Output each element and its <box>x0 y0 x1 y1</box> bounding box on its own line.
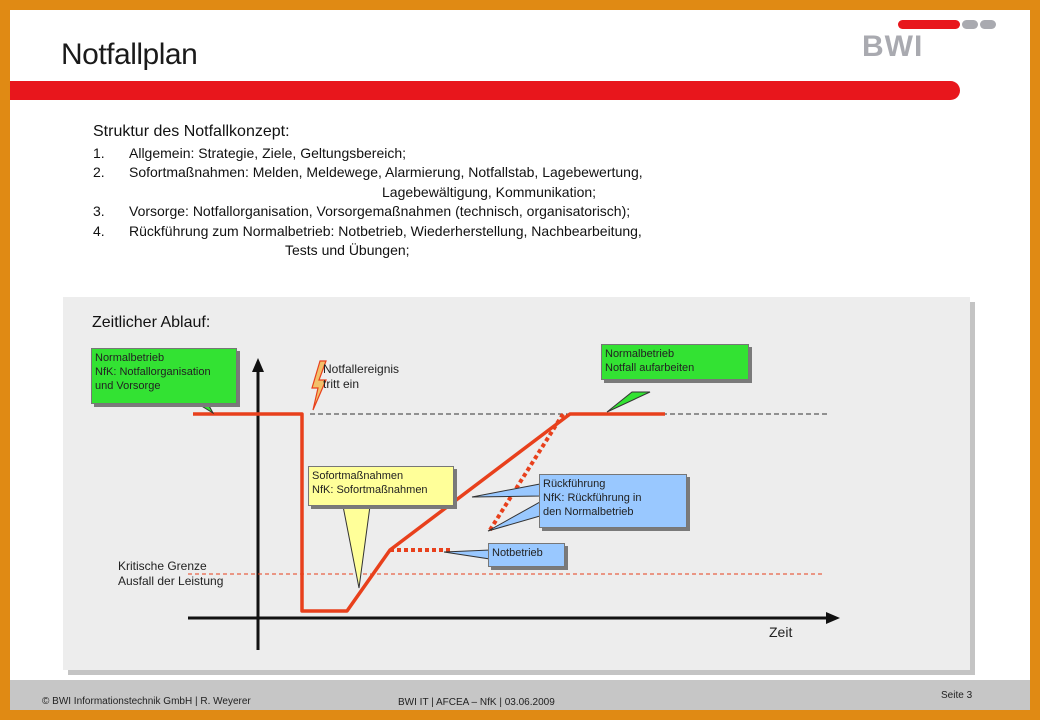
callout-normal-end: Normalbetrieb Notfall aufarbeiten <box>601 344 749 380</box>
callout-immediate-pointer <box>343 506 370 588</box>
bwi-logo: BWI <box>862 30 924 63</box>
callout-immediate: Sofortmaßnahmen NfK: Sofortmaßnahmen <box>308 466 454 506</box>
footer-page-number: Seite 3 <box>941 690 973 701</box>
structure-item-1: 1. Allgemein: Strategie, Ziele, Geltungsbereich; <box>93 144 407 161</box>
callout-recovery-pointer-2 <box>488 502 540 531</box>
x-axis-label: Zeit <box>769 624 793 640</box>
footer-copyright: © BWI Informationstechnik GmbH | R. Weyerer <box>42 696 251 707</box>
critical-limit-label: Kritische Grenze Ausfall der Leistung <box>118 559 224 588</box>
callout-emergency-pointer <box>444 550 490 559</box>
structure-item-3: 3. Vorsorge: Notfallorganisation, Vorsorgemaßnahmen (technisch, organisatorisch); <box>93 203 631 219</box>
callout-normal-start: Normalbetrieb NfK: Notfallorganisation und Vorsorge <box>91 348 237 404</box>
slide-title: Notfallplan <box>61 38 198 71</box>
y-axis-arrow <box>252 358 264 372</box>
structure-item-2: 2. Sofortmaßnahmen: Melden, Meldewege, Alarmierung, Notfallstab, Lagebewertung, <box>93 164 643 180</box>
slide <box>10 10 1030 710</box>
structure-item-4: 4. Rückführung zum Normalbetrieb: Notbetrieb, Wiederherstellung, Nachbearbeitung, <box>93 222 642 239</box>
event-label: Notfallereignis tritt ein <box>323 362 400 391</box>
callout-recovery: Rückführung NfK: Rückführung in den Normalbetrieb <box>539 474 687 528</box>
timeline-heading: Zeitlicher Ablauf: <box>92 314 211 331</box>
structure-item-2-cont: Lagebewältigung, Kommunikation; <box>382 183 597 200</box>
structure-item-4-cont: Tests und Übungen; <box>285 242 410 258</box>
callout-recovery-pointer-1 <box>472 484 540 497</box>
callout-normal-end-pointer <box>607 392 650 412</box>
callout-emergency-operation: Notbetrieb <box>488 543 565 567</box>
structure-heading: Struktur des Notfallkonzept: <box>93 123 290 140</box>
footer-event: BWI IT | AFCEA – NfK | 03.06.2009 <box>398 697 555 708</box>
x-axis-arrow <box>826 612 840 624</box>
